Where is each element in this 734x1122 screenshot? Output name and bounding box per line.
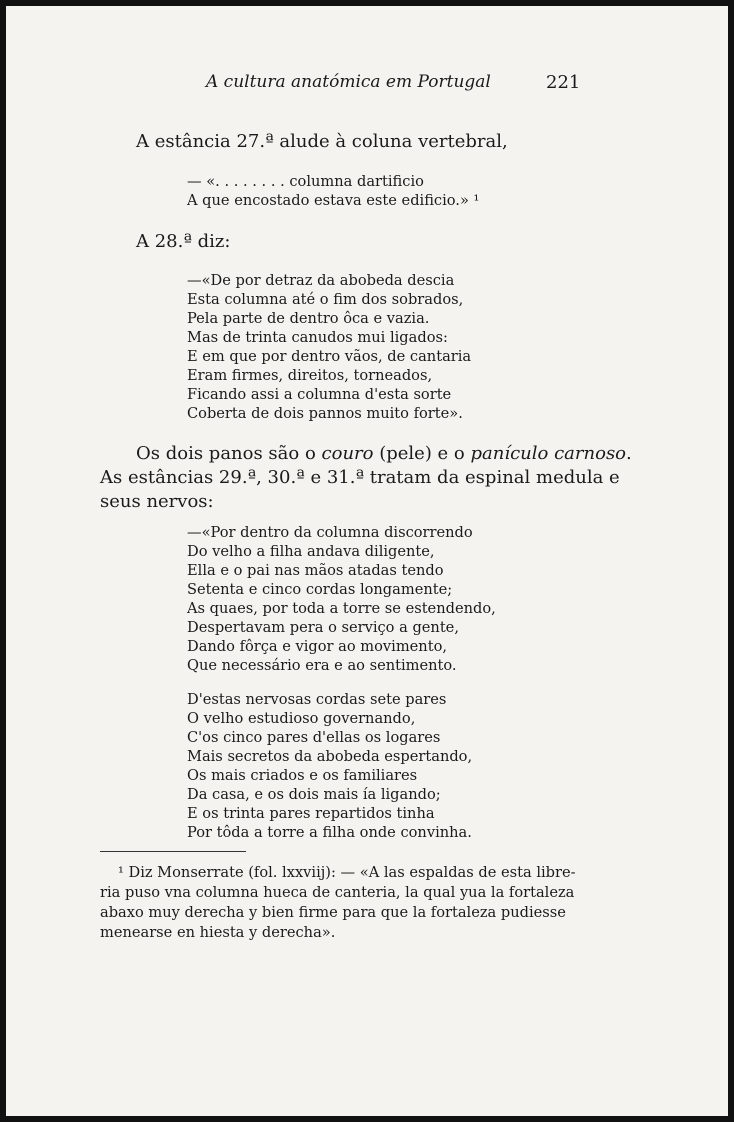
text-run: (pele) e o — [373, 443, 471, 464]
verse-line: Ella e o pai nas mãos atadas tendo — [187, 562, 444, 579]
verse-line: Mais secretos da abobeda espertando, — [187, 748, 473, 765]
verse-line: Da casa, e os dois mais ía ligando; — [187, 786, 441, 803]
verse-line: Do velho a filha andava diligente, — [187, 543, 435, 560]
footnote-line: abaxo muy derecha y bien firme para que la fortaleza pudiesse — [100, 904, 566, 921]
verse-line: Ficando assi a columna d'esta sorte — [187, 386, 452, 403]
running-title: A cultura anatómica em Portugal — [206, 72, 491, 92]
paragraph-line: A 28.ª diz: — [136, 231, 231, 252]
verse-line: Coberta de dois pannos muito forte». — [187, 405, 463, 422]
verse-line: D'estas nervosas cordas sete pares — [187, 691, 447, 708]
verse-line: A que encostado estava este edificio.» ¹ — [187, 192, 480, 209]
text-run: . — [626, 443, 632, 464]
paragraph-line — [136, 443, 632, 464]
verse-line: —«De por detraz da abobeda descia — [187, 272, 455, 289]
italic-term: panículo carnoso — [470, 443, 627, 464]
verse-line: Esta columna até o fim dos sobrados, — [187, 291, 464, 308]
verse-line: Mas de trinta canudos mui ligados: — [187, 329, 448, 346]
paragraph-line: seus nervos: — [100, 491, 214, 512]
verse-line: —«Por dentro da columna discorrendo — [187, 524, 473, 541]
verse-line: Eram firmes, direitos, torneados, — [187, 367, 433, 384]
verse-line: Que necessário era e ao sentimento. — [187, 657, 457, 674]
verse-line: As quaes, por toda a torre se estendendo, — [187, 600, 496, 617]
verse-line: Por tôda a torre a filha onde convinha. — [187, 824, 472, 841]
verse-line: E em que por dentro vãos, de cantaria — [187, 348, 472, 365]
verse-line: Despertavam pera o serviço a gente, — [187, 619, 459, 636]
verse-line: Os mais criados e os familiares — [187, 767, 418, 784]
text-run: Os dois panos são o — [136, 443, 322, 464]
page — [6, 6, 728, 1116]
page-number: 221 — [546, 72, 581, 93]
footnote-line: ria puso vna columna hueca de canteria, la qual yua la fortaleza — [100, 884, 575, 901]
footnote-line: menearse en hiesta y derecha». — [100, 924, 336, 941]
italic-term: couro — [321, 443, 374, 464]
verse-line: Pela parte de dentro ôca e vazia. — [187, 310, 430, 327]
verse-line: E os trinta pares repartidos tinha — [187, 805, 435, 822]
footnote-rule — [100, 851, 246, 852]
verse-line: — «. . . . . . . . columna dartificio — [187, 173, 424, 190]
paragraph-line: A estância 27.ª alude à coluna vertebral, — [136, 131, 508, 152]
footnote-line: ¹ Diz Monserrate (fol. lxxviij): — «A las espaldas de esta libre- — [118, 864, 576, 881]
verse-line: O velho estudioso governando, — [187, 710, 416, 727]
paragraph-line: As estâncias 29.ª, 30.ª e 31.ª tratam da espinal medula e — [100, 467, 620, 488]
verse-line: Setenta e cinco cordas longamente; — [187, 581, 453, 598]
verse-line: C'os cinco pares d'ellas os logares — [187, 729, 441, 746]
verse-line: Dando fôrça e vigor ao movimento, — [187, 638, 448, 655]
